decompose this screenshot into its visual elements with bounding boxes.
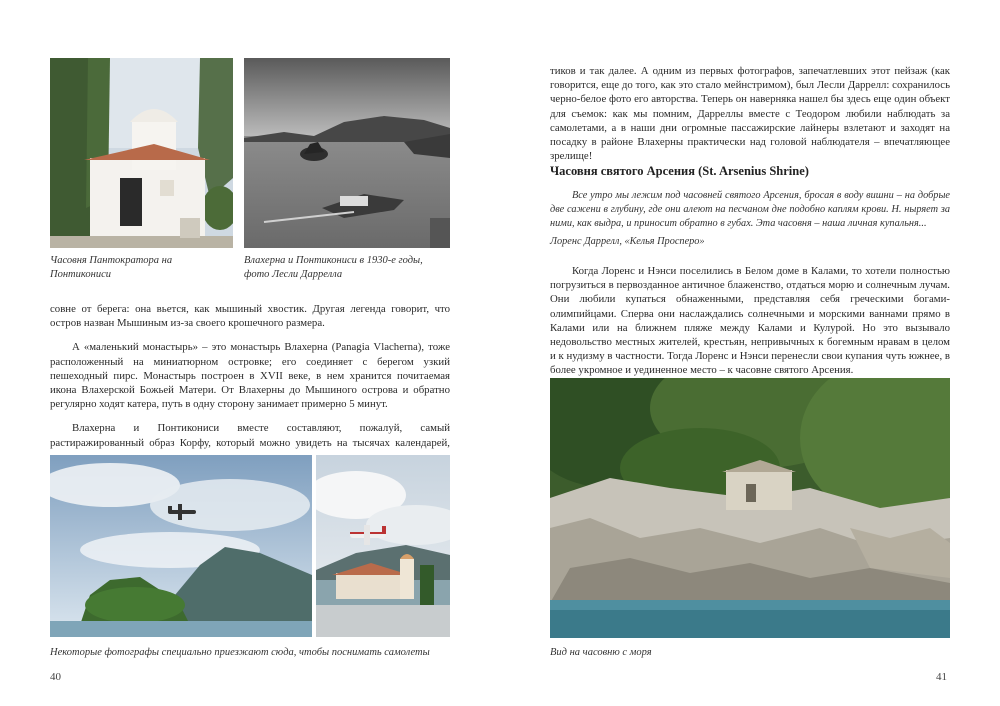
plane-over-island-photo <box>50 455 312 637</box>
paragraph: тиков и так далее. А одним из первых фотографов, запечатлевших этот пейзаж (как говорится, еще до того, как это стало мейнстримом), был Лесли Даррелл: сохранилось черно-белое фото его авторства. Теперь он наверняка нашел бы здесь еще один объект для съемок: как мы помним, Дарреллы вместе с Теодором любили наблюдать за самолетами, а в наши дни огромные пассажирские лайнеры взлетают и заходят на посадку в районе Влахерны практически над головой наблюдателя – впечатляющее зрелище! <box>550 65 950 163</box>
epigraph <box>550 189 950 231</box>
caption-sea-view: Вид на часовню с моря <box>550 647 652 658</box>
right-page <box>500 0 1000 706</box>
section-heading: Часовня святого Арсения (St. Arsenius Shrine) <box>550 164 809 178</box>
caption-chapel: Часовня Пантократора на Понтикониси <box>50 255 173 280</box>
epigraph-attribution: Лоренс Даррелл, «Келья Просперо» <box>550 236 705 247</box>
left-body-text <box>50 302 450 464</box>
caption-vlacherna-1930s: Влахерна и Понтикониси в 1930-е годы, фото Лесли Даррелла <box>244 255 423 280</box>
page-number-left: 40 <box>50 671 61 683</box>
paragraph: Влахерна и Понтикониси вместе составляют, пожалуй, самый растиражированный образ Корфу, который можно увидеть на тысячах календарей, <box>50 422 450 449</box>
page-number-right: 41 <box>936 671 947 683</box>
vlacherna-1930s-photo <box>244 58 450 248</box>
plane-over-monastery-photo <box>316 455 450 637</box>
paragraph: А «маленький монастырь» – это монастырь Влахерна (Panagia Vlacherna), тоже расположенный на миниатюрном островке; его соединяет с берегом узкий пешеходный пирс. Монастырь построен в XVII веке, в нем хранится почитаемая икона Влахерской Божьей Матери. От Влахерны до Мышиного острова и обратно регулярно ходят катера, путь в одну сторону занимает примерно 5 минут. <box>50 341 450 411</box>
epigraph-text: Все утро мы лежим под часовней святого Арсения, бросая в воду вишни – на добрые две сажени в глубину, где они алеют на песчаном дне подобно каплям крови. Н. ныряет за ними, как выдра, и приносит обратно в губах. Эта часовня – наша личная купальня... <box>550 190 950 229</box>
right-intro-text <box>550 64 950 163</box>
chapel-from-sea-photo <box>550 378 950 638</box>
caption-planes: Некоторые фотографы специально приезжают сюда, чтобы поснимать самолеты <box>50 647 430 658</box>
paragraph: совне от берега: она вьется, как мышиный хвостик. Другая легенда говорит, что остров назван Мышиным из-за своего крошечного размера. <box>50 303 450 330</box>
right-body-text <box>550 264 950 378</box>
chapel-photo <box>50 58 233 248</box>
paragraph: Когда Лоренс и Нэнси поселились в Белом доме в Калами, то хотели полностью погрузиться в первозданное античное блаженство, отдаться морю и солнечным лучам. Они любили купаться обнаженными, представляя себя греческими богами-олимпийцами. Сперва они наслаждались солнечными и морскими ваннами прямо в Калами или на ближнем пляже между Калами и Кулурой. Но это вызывало недовольство местных жителей, крестьян, непривычных к богемным нравам в целом и к нудизму в частности. Тогда Лоренс и Нэнси перенесли свои купания чуть южнее, в более укромное и уединенное место – к часовне святого Арсения. <box>550 265 950 377</box>
